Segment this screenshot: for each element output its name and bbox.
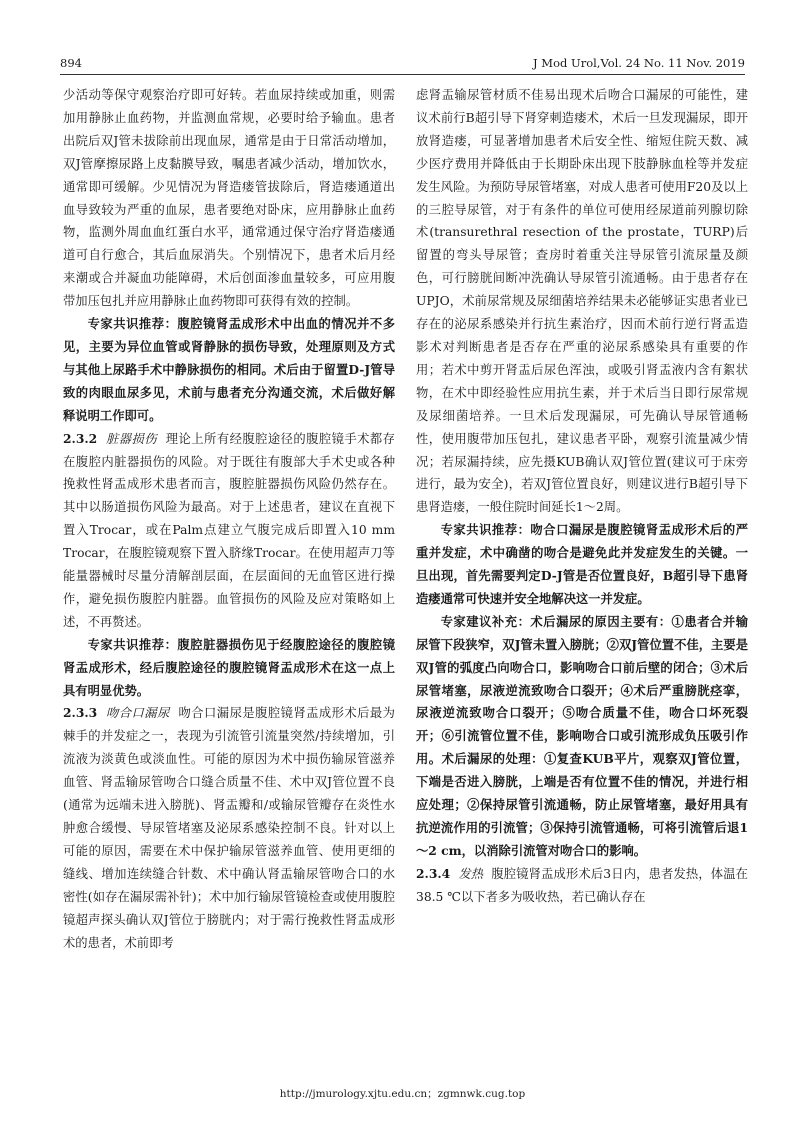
section-title: 发热 xyxy=(458,866,484,881)
section-text: 腹腔镜肾盂成形术后3日内，患者发热，体温在38.5 ℃以下者多为吸收热，若已确认存在 xyxy=(416,866,748,904)
section-number: 2.3.2 xyxy=(63,430,98,446)
expert-consensus-hemorrhage: 专家共识推荐：腹腔镜肾盂成形术中出血的情况并不多见，主要为异位血管或肾静脉的损伤导致，处理原则及方式与其他上尿路手术中静脉损伤的相同。术后由于留置D-J管导致的肉眼血尿多见，术前与患者充分沟通交流，术后做好解释说明工作即可。 xyxy=(63,316,395,423)
section-title: 脏器损伤 xyxy=(105,431,158,446)
paragraph-continued: 少活动等保守观察治疗即可好转。若血尿持续或加重，则需加用静脉止血药物，并监测血常规，必要时给予输血。患者出院后双J管未拔除前出现血尿，通常是由于日常活动增加，双J管摩擦尿路上皮黏膜导致，嘱患者减少活动，增加饮水，通常即可缓解。少见情况为肾造瘘管拔除后，肾造瘘通道出血导致较为严重的血尿，患者要绝对卧床，应用静脉止血药物，监测外周血血红蛋白水平，通常通过保守治疗肾造瘘通道可自行愈合，其后血尿消失。个别情况下，患者术后月经来潮或合并凝血功能障碍，术后创面渗血量较多，可应用腹带加压包扎并应用静脉止血药物即可获得有效的控制。 xyxy=(63,88,395,309)
expert-consensus-leak: 专家共识推荐：吻合口漏尿是腹腔镜肾盂成形术后的严重并发症，术中确凿的吻合是避免此并发症发生的关键。一旦出现，首先需要判定D-J管是否位置良好，B超引导下患肾造瘘通常可快速并安全地解决这一并发症。 xyxy=(416,522,748,606)
section-text: 理论上所有经腹腔途径的腹腔镜手术都存在腹腔内脏器损伤的风险。对于既往有腹部大手术史或各种挽救性肾盂成形术患者而言，腹腔脏器损伤风险仍然存在。其中以肠道损伤风险为最高。对于上述患者，建议在直视下置入Trocar，或在Palm点建立气腹完成后即置入10 mm Trocar，在腹腔镜观察下置入脐缘Trocar。在使用超声刀等能量器械时尽量分清解剖层面，在层面间的无血管区进行操作，避免损伤腹腔内脏器。血管损伤的风险及应对策略如上述，不再赘述。 xyxy=(63,431,395,629)
page-footer xyxy=(0,1086,805,1101)
right-column xyxy=(416,84,748,909)
expert-supplement-leak: 专家建议补充：术后漏尿的原因主要有：①患者合并输尿管下段狭窄，双J管未置入膀胱；②双J管位置不佳，主要是双J管的弧度凸向吻合口，影响吻合口前后壁的闭合；③术后尿管堵塞，尿液逆流致吻合口裂开；④术后严重膀胱痉挛，尿液逆流致吻合口裂开；⑤吻合质量不佳，吻合口坏死裂开；⑥引流管位置不佳，影响吻合口或引流形成负压吸引作用。术后漏尿的处理：①复查KUB平片，观察双J管位置，下端是否进入膀胱，上端是否有位置不佳的情况，并进行相应处理；②保持尿管引流通畅，防止尿管堵塞，最好用具有抗逆流作用的引流管；③保持引流管通畅，可将引流管后退1～2 cm，以消除引流管对吻合口的影响。 xyxy=(416,613,748,858)
section-number: 2.3.4 xyxy=(416,865,451,881)
page-number: 894 xyxy=(60,56,82,70)
journal-info: J Mod Urol,Vol. 24 No. 11 Nov. 2019 xyxy=(533,56,745,70)
footer-url: http://jmurology.xjtu.edu.cn；zgmnwk.cug.top xyxy=(279,1088,526,1100)
section-title: 吻合口漏尿 xyxy=(105,706,170,721)
page-header xyxy=(60,52,745,75)
expert-consensus-organ-injury: 专家共识推荐：腹腔脏器损伤见于经腹腔途径的腹腔镜肾盂成形术，经后腹腔途径的腹腔镜肾盂成形术在这一点上具有明显优势。 xyxy=(63,636,395,698)
paragraph-continued: 虑肾盂输尿管材质不佳易出现术后吻合口漏尿的可能性，建议术前行B超引导下肾穿刺造瘘术，术后一旦发现漏尿，即开放肾造瘘，可显著增加患者术后安全性、缩短住院天数、减少医疗费用并降低由于长期卧床出现下肢静脉血栓等并发症发生风险。为预防导尿管堵塞，对成人患者可使用F20及以上的三腔导尿管，对于有条件的单位可使用经尿道前列腺切除术(transurethral resection of the prostate，TURP)后留置的弯头导尿管；查房时着重关注导尿管引流尿量及颜色，可行膀胱间断冲洗确认导尿管引流通畅。由于患者存在UPJO，术前尿常规及尿细菌培养结果未必能够证实患者业已存在的泌尿系感染并行抗生素治疗，因而术前行逆行肾盂造影术对判断患者是否存在严重的泌尿系感染具有重要的作用；若术中剪开肾盂后尿色浑浊，或吸引肾盂液内含有絮状物，在术中即经验性应用抗生素，并于术后当日即行尿常规及尿细菌培养。一旦术后发现漏尿，可先确认导尿管通畅性，使用腹带加压包扎，建议患者平卧，观察引流量减少情况；若尿漏持续，应先摄KUB确认双J管位置(建议可于床旁进行，最为安全)，若双J管位置良好，则建议进行B超引导下患肾造瘘，一般住院时间延长1～2周。 xyxy=(416,88,748,515)
section-text: 吻合口漏尿是腹腔镜肾盂成形术后最为棘手的并发症之一，表现为引流管引流量突然/持续增加，引流液为淡黄色或淡血性。可能的原因为术中损伤输尿管滋养血管、肾盂输尿管吻合口缝合质量不佳、术中双J管位置不良(通常为远端未进入膀胱)、肾盂瓣和/或输尿管瓣存在炎性水肿愈合缓慢、导尿管堵塞及泌尿系感染控制不良。针对以上可能的原因，需要在术中保护输尿管滋养血管、使用更细的缝线、增加连续缝合针数、术中确认肾盂输尿管吻合口的水密性(如存在漏尿需补针)；术中加行输尿管镜检查或使用腹腔镜超声探头确认双J管位于膀胱内；对于需行挽救性肾盂成形术的患者，术前即考 xyxy=(63,706,395,950)
section-number: 2.3.3 xyxy=(63,705,98,721)
section-2-3-3 xyxy=(63,702,395,954)
left-column xyxy=(63,84,395,954)
section-2-3-4 xyxy=(416,863,748,909)
section-2-3-2 xyxy=(63,428,395,634)
